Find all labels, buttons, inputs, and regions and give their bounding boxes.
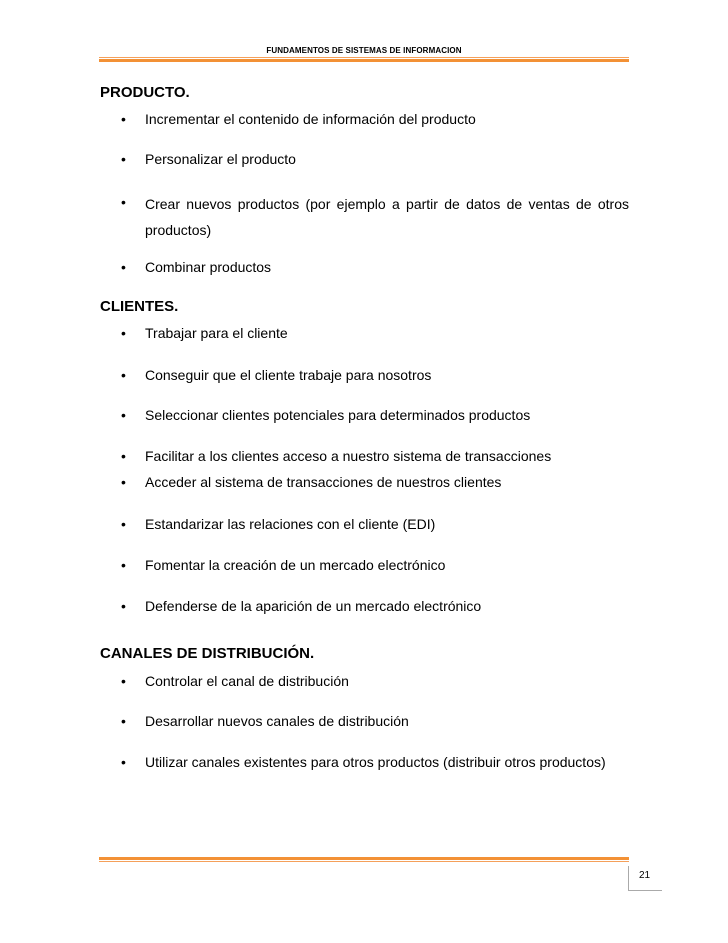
bullet-icon: • [121, 557, 126, 573]
list-item-text: Personalizar el producto [145, 151, 296, 167]
section-title-clientes: CLIENTES. [100, 298, 179, 315]
list-item-text: Acceder al sistema de transacciones de nuestros clientes [145, 474, 502, 490]
bullet-icon: • [121, 325, 126, 341]
bullet-icon: • [121, 367, 126, 383]
list-item-text: Incrementar el contenido de información del producto [145, 111, 476, 127]
list-item-text: Estandarizar las relaciones con el cliente (EDI) [145, 516, 436, 532]
bullet-icon: • [121, 259, 126, 275]
bullet-icon: • [121, 474, 126, 490]
list-item-text: Conseguir que el cliente trabaje para nosotros [145, 367, 432, 383]
list-item-text: Fomentar la creación de un mercado electrónico [145, 557, 446, 573]
footer-divider [99, 857, 629, 862]
list-item-text: Trabajar para el cliente [145, 325, 288, 341]
bullet-icon: • [121, 407, 126, 423]
bullet-icon: • [121, 448, 126, 464]
bullet-icon: • [121, 598, 126, 614]
list-item-text: Combinar productos [145, 259, 272, 275]
list-item-text: Controlar el canal de distribución [145, 673, 349, 689]
bullet-icon: • [121, 111, 126, 127]
list-item-text: Utilizar canales existentes para otros productos (distribuir otros productos) [145, 754, 606, 770]
page-header-title: FUNDAMENTOS DE SISTEMAS DE INFORMACION [266, 46, 462, 55]
bullet-icon: • [121, 713, 126, 729]
section-title-producto: PRODUCTO. [100, 84, 190, 101]
bullet-icon: • [121, 754, 126, 770]
bullet-icon: • [121, 516, 126, 532]
bullet-icon: • [121, 151, 126, 167]
page-number: 21 [638, 870, 651, 881]
list-item-text: Desarrollar nuevos canales de distribución [145, 713, 409, 729]
section-title-canales-de-distribucion: CANALES DE DISTRIBUCIÓN. [100, 645, 315, 662]
bullet-icon: • [121, 194, 126, 210]
list-item-text: Defenderse de la aparición de un mercado electrónico [145, 598, 482, 614]
bullet-icon: • [121, 673, 126, 689]
list-item-text: Facilitar a los clientes acceso a nuestro sistema de transacciones [145, 448, 552, 464]
list-item-text: Seleccionar clientes potenciales para determinados productos [145, 407, 531, 423]
list-item-text: Crear nuevos productos (por ejemplo a partir de datos de ventas de otros productos) [145, 196, 629, 238]
header-divider [99, 57, 629, 62]
